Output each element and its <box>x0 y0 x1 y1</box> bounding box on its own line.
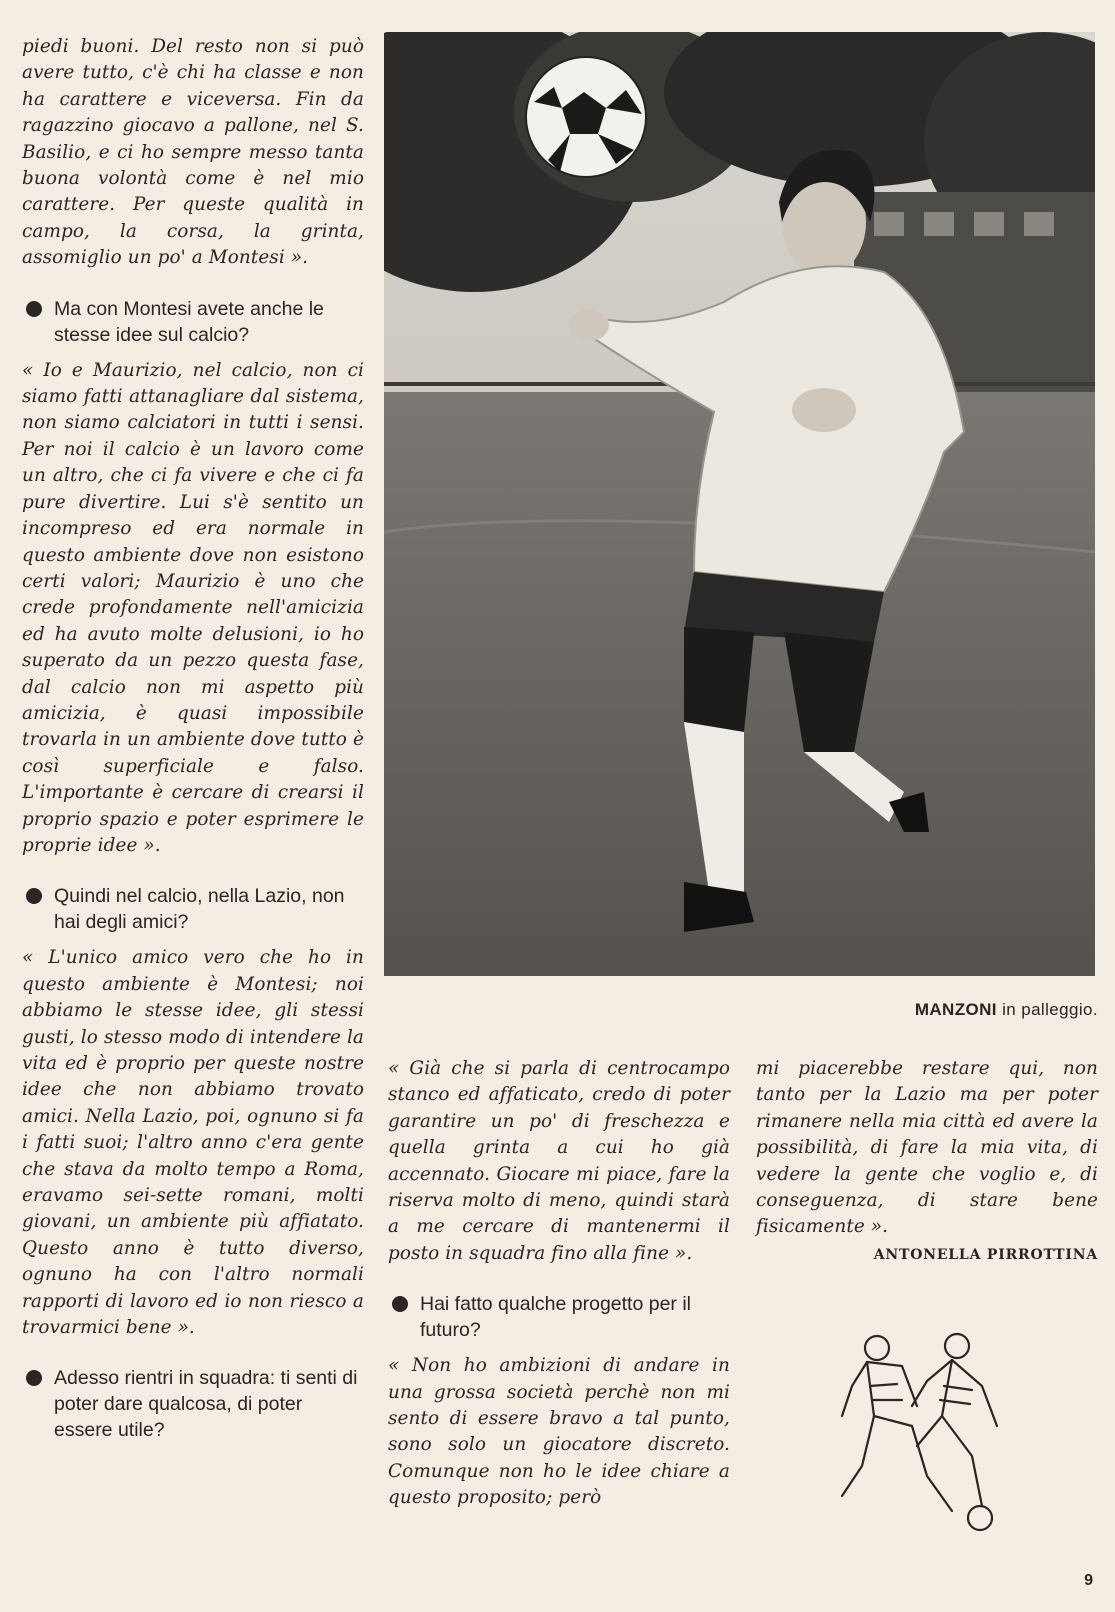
article-column-1 <box>22 34 364 1443</box>
footballers-sketch-illustration <box>822 1326 1022 1536</box>
interview-question <box>388 1291 730 1343</box>
interview-question <box>22 296 364 348</box>
paragraph: « Io e Maurizio, nel calcio, non ci siamo fatti attanagliare dal sistema, non siamo calciatori in tutti i sensi. Per noi il calcio è un lavoro come un altro, che ci fa vivere e che ci fa pure divertire. Lui s'è sentito un incompreso ed era normale in questo ambiente dove non esistono certi valori; Maurizio è uno che crede profondamente nell'amicizia ed ha avuto molte delusioni, io ho superato da un pezzo questa fase, dal calcio non mi aspetto più amicizia, è quasi impossibile trovarla in un ambiente dove tutto è così superficiale e falso. L'importante è cercare di crearsi il proprio spazio e poter esprimere le proprie idee ». <box>22 359 364 856</box>
question-text: Ma con Montesi avete anche le stesse idee sul calcio? <box>54 297 324 346</box>
question-text: Quindi nel calcio, nella Lazio, non hai degli amici? <box>54 885 345 934</box>
player-photo-illustration <box>384 32 1095 976</box>
bullet-icon <box>26 1370 42 1386</box>
bullet-icon <box>26 888 42 904</box>
caption-name: MANZONI <box>914 1000 997 1019</box>
bullet-icon <box>26 301 42 317</box>
page-number: 9 <box>1084 1572 1093 1589</box>
photo-caption <box>800 1000 1098 1020</box>
author-byline: ANTONELLA PIRROTTINA <box>873 1246 1098 1263</box>
interview-question <box>22 1365 364 1443</box>
paragraph: « Non ho ambizioni di andare in una grossa società perchè non mi sento di essere bravo a tal punto, sono solo un giocatore discreto. Comunque non ho le idee chiare a questo proposito; però <box>388 1355 730 1509</box>
player-photo <box>384 32 1095 976</box>
paragraph: piedi buoni. Del resto non si può avere tutto, c'è chi ha classe e non ha carattere e viceversa. Fin da ragazzino giocavo a pallone, nel S. Basilio, e ci ho sempre messo tanta buona volontà come è nel mio carattere. Per queste qualità in campo, la corsa, la grinta, assomiglio un po' a Montesi ». <box>22 36 364 269</box>
article-column-2 <box>388 1056 730 1512</box>
paragraph: « Già che si parla di centrocampo stanco ed affaticato, credo di poter garantire un po' di freschezza e quella grinta a cui ho già accennato. Giocare mi piace, fare la riserva molto di meno, quindi starà a me cercare di mantenermi il posto in squadra fino alla fine ». <box>388 1058 730 1264</box>
question-text: Hai fatto qualche progetto per il futuro? <box>420 1293 692 1342</box>
question-text: Adesso rientri in squadra: ti senti di poter dare qualcosa, di poter essere utile? <box>54 1367 358 1442</box>
bullet-icon <box>392 1296 408 1312</box>
interview-question <box>22 883 364 935</box>
caption-text: in palleggio. <box>1002 1000 1098 1019</box>
paragraph: mi piacerebbe restare qui, non tanto per la Lazio ma per poter rimanere nella mia città ed avere la possibilità, di fare la mia vita, di vedere la gente che voglio e, di conseguenza, di stare bene fisicamente ». <box>756 1058 1098 1238</box>
paragraph: « L'unico amico vero che ho in questo ambiente è Montesi; noi abbiamo le stesse idee, gli stessi gusti, lo stesso modo di intendere la vita ed è proprio per queste nostre idee che non abbiamo trovato amici. Nella Lazio, poi, ognuno si fa i fatti suoi; l'altro anno c'era gente che stava da molto tempo a Roma, eravamo sei-sette romani, molti giovani, un ambiente più affiatato. Questo anno è tutto diverso, ognuno ha con l'altro normali rapporti di lavoro ed io non riesco a trovarmici bene ». <box>22 947 364 1339</box>
article-column-3 <box>756 1056 1098 1263</box>
